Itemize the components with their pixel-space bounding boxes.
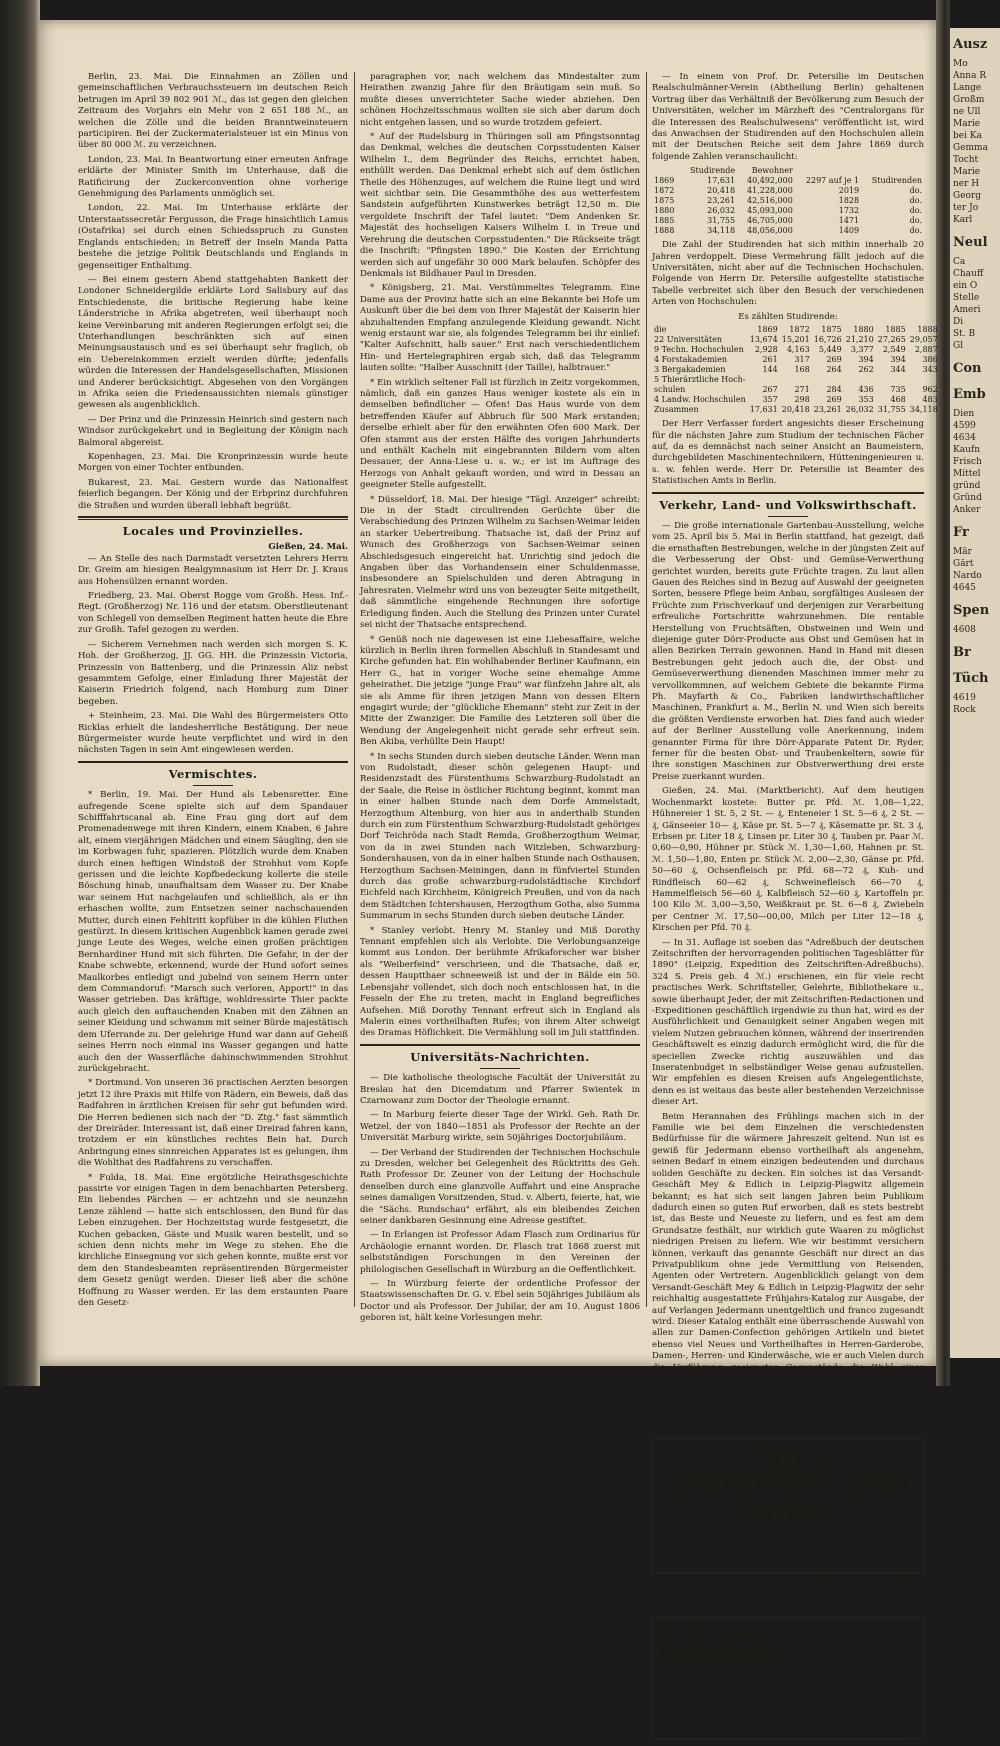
table-cell: schulen: [654, 385, 686, 395]
ad-number: 1525: [902, 1422, 924, 1433]
article: * In sechs Stunden durch sieben deutsche Länder. Wenn man von Rudolstadt, dieser schön gelegenen Haupt- und Residenzstadt des Fürstenthums Schwarzburg-Rudolstadt an der Saale, die Reise in östlicher Richtung beginnt, kommt man in einer halben Stunde nach dem Dorfe Ammelstadt, Herzogthum Altenburg, von hier aus in anderthalb Stunden durch ein zum Fürstenthum Schwarzburg-Rudolstadt gehöriges Dorf Teichröda nach Stadt Remda, Großherzogthum Weimar, von da in zwei Stunden nach Witzleben, Schwarzburg-Sondershausen, von da in einer halben Stunde nach Osthausen, Herzogthum Sachsen-Meiningen, dann in fünfviertel Stunden durch das große schwarzburg-rudolstädtische Kirchdorf Eichfeld nach Kirchheim, Königreich Preußen, und von da nach dem Städtchen Ichtershausen, Herzogthum Gotha, also Summa Summarum in sechs Stunden durch sieben deutsche Länder.: [360, 751, 640, 922]
hochschulen-table: [652, 325, 940, 415]
table-row: [652, 176, 924, 186]
table-cell: 46,705,000: [747, 216, 793, 226]
table-cell: 317: [794, 355, 810, 365]
article: * Berlin, 19. Mai. Der Hund als Lebensretter. Eine aufregende Scene spielte sich auf dem Spandauer Schifffahrtscanal ab. Eine Frau ging dort auf dem Promenadenwege mit ihren Kindern, einem Knaben, 6 Jahre alt, einem vierjährigen Mädchen und einem Säugling, den sie im Korbwagen fuhr, spazieren. Plötzlich wurde dem Knaben durch einen heftigen Windstoß der Strohhut vom Kopfe gerissen und die leichte Kopfbedeckung kollerte die steile Böschung hinab, unaufhaltsam dem Wasser zu. Der Knabe war seinem Hut nachgelaufen und schließlich, als er ihn erhaschen wollte, zum Entsetzen seiner nachschauenden Mutter, durch einen Fehltritt kopfüber in die kühlen Fluthen gestürzt. In diesem kritischen Augenblick kamen gerade zwei junge Leute des Weges, welche einen großen prächtigen Bernhardiner Hund mit sich führten. Die Gefahr, in der der Knabe schwebte, erkennend, wurde der Hund sofort seines Maulkorbes entledigt und jubelnd von seinem Herrn unter dem Commandoruf: "Marsch such verloren, Apport!" in das Wasser getrieben. Das kräftige, wohldressirte Thier packte auch gleich den auftauchenden Knaben mit den Zähnen an seiner Kleidung und schwamm mit seiner Bürde majestätisch dem Uferrande zu. Der gelehrige Hund war dann auf Geheiß seines Herrn noch einmal ins Wasser gegangen und hatte auch den der Wasserfläche dahinschwimmenden Strohhut zurückgebracht.: [78, 790, 348, 1074]
table-cell: 1888: [654, 226, 675, 236]
section-rule: [78, 516, 348, 518]
adjacent-page-fragment: Marie: [953, 167, 981, 177]
table-cell: 735: [890, 385, 906, 395]
table-cell: 1732: [838, 206, 860, 216]
column-rule: [646, 72, 647, 1307]
adjacent-page-fragment: ein O: [953, 281, 978, 291]
article: — Der Verband der Studirenden der Technischen Hochschule zu Dresden, welcher bei Gelegenheit des Rücktritts des Geh. Rath Professor Dr. Zeuner von der Leitung der Hochschule denselben durch eine glanzvolle Auffahrt und eine Ansprache seines damaligen Vorsitzenden, Stud. v. Alberti, feierte, hat, wie die "Sächs. Rundschau" erfährt, als ein bleibendes Zeichen seiner dankbaren Gesinnung eine Adresse gestiftet.: [360, 1147, 640, 1226]
table-row: [652, 186, 924, 196]
adjacent-page-fragment: 4608: [953, 625, 976, 635]
table-cell: 3 Bergakademien: [654, 365, 726, 375]
table-cell: 42,516,000: [747, 196, 793, 206]
table-cell: [748, 375, 780, 385]
table-cell: 261: [762, 355, 778, 365]
article: London, 22. Mai. Im Unterhause erklärte der Unterstaatssecretär Fergusson, die Frage hinsichtlich Lamus (Ostafrika) sei durch einen Schiedsspruch zu Gunsten Englands entschieden; in Betreff der Inseln Manda Patta bestehe die jetzige Politik Deutschlands und Englands in gegenseitiger Enthaltung.: [78, 203, 348, 271]
article: Friedberg, 23. Mai. Oberst Rogge vom Großh. Hess. Inf.-Regt. (Großherzog) Nr. 116 und der etatsm. Oberstlieutenant von Schlegell von demselben Regiment hatten heute die Ehre zur Großh. Tafel gezogen zu werden.: [78, 591, 348, 636]
adjacent-page-fragment: Gl: [953, 341, 964, 351]
section-rule: [193, 785, 233, 786]
adjacent-page-fragment: 4645: [953, 583, 976, 593]
article: * Fulda, 18. Mai. Eine ergötzliche Heirathsgeschichte passirte vor einigen Tagen in dem benachbarten Petersberg. Ein liebendes Pärchen — er achtzehn und sie neunzehn Lenze zählend — hatte sich entschlossen, den Bund für das Leben einzugehen. Der Hochzeitstag wurde festgesetzt, die Kuchen gebacken, Gäste und Musik waren bestellt, und so schien denn nichts mehr im Wege zu stehen. Ehe die kirchliche Einsegnung vor sich gehen konnte, mußte erst vor dem den Standesbeamten repräsentirenden Bürgermeister dem Gesetz genügt werden. Dieser ließ aber die schöne Hoffnung zu Wasser werden. Er las dem erstaunten Paare den Gesetz-: [78, 1172, 348, 1309]
adjacent-page-fragment: Ca: [953, 257, 966, 267]
table-cell: 298: [794, 395, 810, 405]
table-cell: 962: [922, 385, 938, 395]
article: * Königsberg, 21. Mai. Verstümmeltes Telegramm. Eine Dame aus der Provinz hatte sich an eine Bekannte bei Hofe um Auskunft über die bei dem von Ihrer Majestät der Kaiserin hier abzuhaltenden Empfang anzulegende Kleidung gewandt. Nicht wenig erstaunt war sie, als folgendes Telegramm bei ihr einlief: "Kalter Aufschnitt, halb sauer." Erst nach verschiedentlichem Hin- und Hertelegraphiren ergab sich, daß das Telegramm lauten sollte: "Halber Ausschnitt (der Taille), halbtrauer.": [360, 283, 640, 374]
table-cell: Zusammen: [654, 405, 699, 415]
adjacent-page-fragment: 4599: [953, 421, 976, 431]
table-cell: 271: [794, 385, 810, 395]
adjacent-page-fragment: Frisch: [953, 457, 982, 467]
table-cell: 13,674: [749, 335, 778, 345]
table-cell: 269: [826, 355, 842, 365]
adjacent-page-fragment: Gärt: [953, 559, 974, 569]
table-cell: do.: [909, 196, 922, 206]
tabak-ad: [652, 1578, 924, 1612]
table-row: [652, 405, 940, 415]
adjacent-page-fragment: Di: [953, 317, 964, 327]
adjacent-page-fragment: Tocht: [953, 155, 979, 165]
adjacent-page-fragment: Anna R: [953, 71, 987, 81]
adjacent-page-fragment: Mo: [953, 59, 968, 69]
table-cell: [861, 166, 924, 176]
table-cell: 262: [858, 365, 874, 375]
table-cell: 468: [890, 395, 906, 405]
adjacent-page-fragment: Emb: [953, 387, 986, 402]
table-header-row: [652, 166, 924, 176]
article: — Die große internationale Gartenbau-Ausstellung, welche vom 25. April bis 5. Mai in Berlin stattfand, hat gezeigt, daß die ernsthaften Bestrebungen, welche in der jüngsten Zeit auf die Verbesserung der Obst- und Gemüse-Verwerthung gerichtet wurden, bereits gute Früchte tragen. Zu laut allen Gauen des Reiches sind in Bezug auf Auswahl der geeigneten Sorten, bessere Pflege beim Anbau, sorgfältiges Auslesen der Früchte zum Frischverkauf und derjenigen zur Verarbeitung erfreuliche Fortschritte wahrzunehmen. Die rentable Herstellung von Fruchtsäften, Obstweinen und Wein und diejenige guter Dörr-Producte aus Obst und Gemüsen hat in allen Bezirken Terrain gewonnen. Hand in Hand mit diesen Bestrebungen geht jedoch auch die, der Obst- und Gemüseverwerthung dienenden Maschinen immer mehr zu vervollkommnen, auf welchem Gebiete die bekannte Firma Ph. Mayfarth & Co., Fabriken landwirthschaftlicher Maschinen, Frankfurt a. M., Berlin N. und Wien sich bereits die größten Verdienste erworben hat. Dies fand auch wieder auf der Berliner Ausstellung volle Anerkennung, indem genannter Firma für ihre Dörr-Apparate Patent Dr. Ryder, ferner für die besten Obst- und Traubenkeltern, sowie für ihre sonstigen Maschinen zur Obstverwerthung drei erste Preise zuerkannt wurden.: [652, 520, 924, 782]
article: Berlin, 23. Mai. Die Einnahmen an Zöllen und gemeinschaftlichen Verbrauchssteuern im deutschen Reich betrugen im April 39 802 901 ℳ., das ist gegen den gleichen Zeitraum des Vorjahrs ein Mehr von 2 651 188 ℳ., an welchen die Zölle und die beiden Branntweinsteuern participiren. Bei der Zuckermaterialsteuer ist ein Minus von über 80 000 ℳ. zu verzeichnen.: [78, 72, 348, 151]
table-cell: 29,057: [909, 335, 938, 345]
table-cell: 48,056,000: [747, 226, 793, 236]
table-cell: Bewohner: [751, 166, 793, 176]
table-cell: 22 Universitäten: [654, 335, 723, 345]
adjacent-page-fragment: St. B: [953, 329, 976, 339]
adjacent-page-fragment: Neul: [953, 235, 988, 250]
advertorial: Beim Herannahen des Frühlings machen sich in der Familie wie bei dem Einzelnen die verschiedensten Bedürfnisse für die wärmere Jahreszeit geltend. Nun ist es gewiß für Jedermann ebenso vortheilhaft als angenehm, seinen Bedarf in einem einzigen bedeutenden und durchaus soliden Geschäfte zu decken. Ein solches ist das Versandt-Geschäft Mey & Edlich in Leipzig-Plagwitz allgemein bekannt; es hat sich seit langen Jahren beim Publikum dadurch einen so guten Ruf erworben, daß es stets bestrebt ist, das Beste und Neueste zu liefern, und es fest am dem Grundsatze festhält, nur wirklich gute Waaren zu möglichst niedrigen Preisen zu liefern. Wie wir bestimmt versichern können, verkauft das genannte Geschäft nur direct an das Privatpublikum ohne jede Vermittlung von Reisenden, Agenten oder Vertretern. Augenblicklich gelangt von dem Versandt-Geschäft Mey & Edlich in Leipzig-Plagwitz der sehr reichhaltig ausgestattete Frühjahrs-Katalog zur Ausgabe, der auf Verlangen Jedermann unentgeltlich und franco zugesandt wird. Dieser Katalog enthält eine überraschende Auswahl von allen zur Damen-Confection gehörigen Artikeln und bietet ebenso viel Neues und Vortheilhaftes in Herren-Garderobe, Damen-, Herren- und Kinderwäsche, wie er auch Vielen durch die Vorführung geeigneter Gegenstände die Wahl eines passenden Festgeschenkes erleichtern dürfte. Wir können daher Allen, welche an den Einkauf von den anderen Artikel Bedarf haben, nur empfehlen, sich diesen Frühjahrs-Katalog kommen zu lassen.: [652, 1111, 924, 1419]
table-cell: 1880: [654, 206, 675, 216]
article: Die Zahl der Studirenden hat sich mithin innerhalb 20 Jahren verdoppelt. Diese Vermehrung fällt jedoch auf die Universitäten, nicht aber auf die Technischen Hochschulen. Folgende von Herrn Dr. Petersilie aufgestellte statistische Tabelle verbreitet sich über den Besuch der verschiedenen Arten von Hochschulen:: [652, 240, 924, 308]
adjacent-page-fragment: Nardo: [953, 571, 982, 581]
adjacent-page-fragment: Ameri: [953, 305, 981, 315]
table-cell: 40,492,000: [747, 176, 793, 186]
adjacent-page-fragment: Kaufn: [953, 445, 981, 455]
table-cell: 353: [858, 395, 874, 405]
table-cell: 26,032: [845, 405, 874, 415]
table-cell: 20,418: [707, 186, 736, 196]
ad-tagline: empfiehlt sich durch Reinheit, Aroma und Ergiebigkeit als die beste und preiswertheste Marke.: [658, 1529, 800, 1557]
table-cell: do.: [909, 216, 922, 226]
adjacent-page-fragment: Br: [953, 645, 971, 660]
table-cell: [780, 375, 812, 385]
table-cell: [844, 375, 876, 385]
table-row: [652, 395, 940, 405]
adjacent-page-fragment: Stelle: [953, 293, 980, 303]
table-cell: 1872: [789, 325, 810, 335]
ad-headline: Zuntz gebrannter Java Kaffee.: [666, 1441, 910, 1529]
adjacent-page-fragment: Marie: [953, 119, 981, 129]
section-heading: Vermischtes.: [168, 766, 258, 781]
table-cell: 34,118: [909, 405, 938, 415]
table-cell: 1471: [838, 216, 860, 226]
adjacent-page-fragment: Ausz: [953, 37, 988, 52]
table-cell: 4 Landw. Hochschulen: [654, 395, 746, 405]
adjacent-page-fragment: ter Jo: [953, 203, 979, 213]
table-cell: 1869: [757, 325, 778, 335]
table-cell: 9 Techn. Hochschulen: [654, 345, 744, 355]
page-gutter: [936, 0, 950, 1386]
article: * Dortmund. Von unseren 36 practischen Aerzten besorgen jetzt 12 ihre Praxis mit Hilfe von Rädern, ein Beweis, daß das Radfahren in ärztlichen Kreisen für sehr gut befunden wird. Die Herren bedienen sich nach der "D. Ztg." fast sämmtlich der Dreiräder. Interessant ist, daß einer Dreirad fahren kann, trotzdem er ein künstliches rechtes Bein hat. Durch Anbringung eines sinnreichen Apparates ist es gelungen, ihm die Wohlthat des Radfahrens zu verschaffen.: [78, 1078, 348, 1169]
table-row: [652, 385, 940, 395]
market-report: Gießen, 24. Mai. (Marktbericht). Auf dem heutigen Wochenmarkt kostete: Butter pr. Pfd. ℳ. 1,08—1,22, Hühnereier 1 St. 5, 2 St. — ₰, Enteneier 1 St. 5—6 ₰, 2 St. — ₰, Gänseeier 10— ₰, Käse pr. St. 5—7 ₰, Käsematte pr. St. 3 ₰, Erbsen pr. Liter 18 ₰, Linsen pr. Liter 30 ₰, Tauben pr. Paar ℳ. 0,60—0,90, Hühner pr. Stück ℳ. 1,30—1,60, Hahnen pr. St. ℳ. 1,50—1,80, Enten pr. Stück ℳ. 2,00—2,30, Gänse pr. Pfd. 50—60 ₰, Ochsenfleisch pr. Pfd. 68—72 ₰, Kuh- und Rindfleisch 60—62 ₰, Schweinefleisch 66—70 ₰, Hammelfleisch 56—60 ₰, Kalbfleisch 52—60 ₰, Kartoffeln pr. 100 Kilo ℳ. 3,00—3,50, Weißkraut pr. St. 6—8 ₰, Zwiebeln per Centner ℳ. 17,50—00,00, Milch per Liter 12—18 ₰, Kirschen per Pfd. 70 ₰.: [652, 786, 924, 934]
ad-text: prämiirt mit der goldenen Medaille, unerreicht i. Nährwerth und Leichtverdaulichkeit, ist nach Vorschrift der Aerzte unentbehrlich für Kinder aller Mütter, die mit den Muttermilch thatsächlich die beste und zuträglichste Nahrung für Säuglinge. Zu haben à ℳ. 1.20 pro Büchse in allen Apotheken, Drogen- und Colonialwaarenhandlungen.: [658, 1653, 918, 1733]
article: — Die katholische theologische Facultät der Universität zu Breslau hat den Dicemdatum und Pfarrer Swientek in Czarnowanz zum Doctor der Theologie ernannt.: [360, 1073, 640, 1106]
ad-headline: Rademanns Kindermehl,: [658, 1621, 791, 1666]
article: * Auf der Rudelsburg in Thüringen soll am Pfingstsonntag das Denkmal, welches die deutschen Corpsstudenten Kaiser Wilhelm I., dem Begründer des Reichs, errichtet haben, enthüllt werden. Das Denkmal erhebt sich auf dem östlichen Theile des Höhenzuges, auf welchem die Ruine liegt und wird weit sichtbar sein. Die Gesammthöhe des aus wetterfestem Sandstein aufgeführten Kunstwerkes beträgt 12,50 m. Die vergoldete Inschrift der Tafel lautet: "Dem Andenken Sr. Majestät des hochseligen Kaisers Wilhelm I. in Treue und Verehrung die deutschen Corpsstudenten." Die Rückseite trägt die Inschrift: "Pfingsten 1890." Die Kosten der Errichtung werden sich auf ungefähr 30 000 Mark belaufen. Schöpfer des Denkmals ist Bildhauer Paul in Dresden.: [360, 132, 640, 279]
ad-number: [7: [909, 1734, 918, 1745]
table-cell: 1885: [654, 216, 675, 226]
adjacent-page-fragment: Chauff: [953, 269, 984, 279]
table-row: [652, 355, 940, 365]
table-cell: 1828: [838, 196, 860, 206]
article: — In 31. Auflage ist soeben das "Adreßbuch der deutschen Zeitschriften der hervorragenden politischen Tagesblätter für 1890" (Leipzig, Expedition des Zeitschriften-Adreßbuchs). 324 S. Preis geb. 4 ℳ.) erschienen, ein für viele recht practisches Werk. Schriftsteller, Gelehrte, Bibliothekare u., sowie überhaupt Jeder, der mit Zeitschriften-Redactionen und -Expeditionen geschäftlich irgendwie zu thun hat, wird es der Ausführlichkeit und Genauigkeit seiner Angaben wegen mit vielem Nutzen gebrauchen können, während der inserirenden Geschäftswelt es einzig dadurch ermöglicht wird, die für die speciellen Zwecke richtig auszuwählen und das Inseratenbudget in selbständiger Weise genau aufzustellen. Wir empfehlen es diesen Kreisen aufs Angelegentlichste, denn es ist weitaus das beste aller bestehenden Verzeichnisse dieser Art.: [652, 937, 924, 1108]
adjacent-page-fragment: Tüch: [953, 671, 989, 686]
zuntz-coffee-ad: [652, 1438, 924, 1574]
rademann-ad: [652, 1617, 924, 1745]
table-cell: 21,210: [845, 335, 874, 345]
adjacent-page-fragment: Mittel: [953, 469, 981, 479]
adjacent-page-fragment: Karl: [953, 215, 973, 225]
section-heading: Universitäts-Nachrichten.: [410, 1049, 590, 1064]
table-cell: 5,449: [818, 345, 842, 355]
adjacent-page-fragment: Gemma: [953, 143, 988, 153]
table-cell: 394: [890, 355, 906, 365]
adjacent-page-fragment: Rock: [953, 705, 976, 715]
column-rule: [354, 72, 355, 1307]
adjacent-page-fragment: Spen: [953, 603, 990, 618]
students-table: [652, 166, 924, 236]
table-cell: 3,377: [850, 345, 874, 355]
table-row: [652, 216, 924, 226]
table-cell: 264: [826, 365, 842, 375]
table-cell: 483: [922, 395, 938, 405]
adjacent-page-fragment: 4634: [953, 433, 976, 443]
table-row: [652, 206, 924, 216]
table-cell: 26,032: [707, 206, 736, 216]
table-cell: 344: [890, 365, 906, 375]
adjacent-page-fragment: ne Ull: [953, 107, 981, 117]
adjacent-page-fragment: Gründ: [953, 493, 982, 503]
table-cell: 17,631: [707, 176, 736, 186]
table-cell: Studirende: [690, 166, 736, 176]
table-cell: do.: [909, 206, 922, 216]
section-rule: [652, 492, 924, 494]
table-cell: 394: [858, 355, 874, 365]
table-cell: 168: [794, 365, 810, 375]
ad-number: 853: [902, 1559, 918, 1569]
table-cell: 1875: [821, 325, 842, 335]
adjacent-page-fragment: Fr: [953, 525, 969, 540]
article: Kopenhagen, 23. Mai. Die Kronprinzessin wurde heute Morgen von einer Tochter entbunden.: [78, 452, 348, 474]
table-cell: 267: [762, 385, 778, 395]
table-cell: 1869: [654, 176, 675, 186]
section-rule: [78, 519, 348, 520]
article: * Düsseldorf, 18. Mai. Der hiesige "Tägl. Anzeiger" schreibt: Die in der Stadt circulirenden Gerüchte über die Verabschiedung des Prinzen Wilhelm zu Sachsen-Weimar leiden an starker Uebertreibung. Thatsache ist, daß der Prinz auf Wunsch des Großherzogs von Sachsen-Weimar seinen Abschiedsgesuch eingereicht hat. Unrichtig sind jedoch die Angaben über das Vorhandensein einer Schuldenmasse, insbesondere an Spielschulden und deren Abtragung in Jahresraten. Vielmehr wird uns von bezeugter Seite mitgetheilt, daß sämmtliche eingehende Rechnungen ihre sofortige Erledigung finden. Auch die Stellung des Prinzen unter Curatel sei nicht der Thatsache entsprechend.: [360, 494, 640, 631]
table-cell: 31,755: [877, 405, 906, 415]
table-cell: 357: [762, 395, 778, 405]
article: — Bei einem gestern Abend stattgehabten Bankett der Londoner Schneidergilde erklärte Lord Salisbury auf das Entschiedenste, die britische Regierung habe keine Länderstriche in Afrika abgetreten, weil überhaupt noch keine Vereinbarung mit anderen Regierungen erfolgt sei; die Unterhandlungen beschränkten sich auf einen Meinungsaustausch und es sei überhaupt sehr fraglich, ob ein Uebereinkommen erzielt werden dürfte; jedenfalls würden die Interessen der Handelsgesellschaften, Missionen und Anderer berücksichtigt. Abgesehen von den Vorgängen in Afrika seien die Friedensaussichten niemals günstiger gewesen als augenblicklich.: [78, 274, 348, 411]
table-row: [652, 226, 924, 236]
table-cell: 1875: [654, 196, 675, 206]
table-cell: 41,228,000: [747, 186, 793, 196]
table-cell: 2,928: [754, 345, 778, 355]
table-row: [652, 345, 940, 355]
table-cell: 15,201: [781, 335, 810, 345]
table-cell: 20,418: [781, 405, 810, 415]
table-cell: 16,726: [813, 335, 842, 345]
table-cell: 2,549: [882, 345, 906, 355]
table-cell: do.: [909, 186, 922, 196]
article: London, 23. Mai. In Beantwortung einer erneuten Anfrage erklärte der Minister Smith im Unterhause, daß die Ratificirung der Zuckerconvention ohne vorherige Genehmigung des Parlaments unmöglich sei.: [78, 154, 348, 200]
table-cell: [876, 375, 908, 385]
ad-dealer: Zu haben bei J. M. Schulhof.: [723, 1559, 838, 1569]
article: paragraphen vor, nach welchem das Mindestalter zum Heirathen zwanzig Jahre für den Bräutigam sein muß. So mußte dieses unverrichteter Sache wieder abziehen. Den schönen Hochzeitsschmaus wollten sie sich aber darum doch nicht entgehen lassen, und so wurde trotzdem gefeiert.: [360, 72, 640, 128]
table-header-row: [652, 325, 940, 335]
article: — In Erlangen ist Professor Adam Flasch zum Ordinarius für Archäologie ernannt worden. Dr. Flasch trat 1868 zuerst mit selbstständigen Forschungen in den Vereinen der philologischen Gesellschaft in Würzburg an die Oeffentlichkeit.: [360, 1230, 640, 1275]
adjacent-page-fragment: Georg: [953, 191, 981, 201]
table-cell: 1885: [885, 325, 906, 335]
column-1: [78, 72, 348, 1312]
table-cell: 1872: [654, 186, 675, 196]
table-cell: [812, 375, 844, 385]
column-2: [360, 72, 640, 1324]
section-heading: Locales und Provinzielles.: [122, 524, 304, 539]
table-cell: 436: [858, 385, 874, 395]
table-cell: 284: [826, 385, 842, 395]
table-cell: 343: [922, 365, 938, 375]
table-cell: Studirenden: [871, 176, 922, 186]
article: * Ein wirklich seltener Fall ist fürzlich in Zeitz vorgekommen, nämlich, daß ein ganzes Haus weniger kostete als ein in demselben befindlicher — Ofen! Das Haus wurde von dem betreffenden Käufer auf Abbruch für 500 Mark erstanden; derselbe erhielt aber für den erwähnten Ofen 600 Mark. Der Ofen stammt aus der ersten Hälfte des vorigen Jahrhunderts und enthält Kacheln mit eingebrannten Bildern vom alten Dessauer, der Anna-Liese u. s. w.; er ist im Auftrage des Herzogs von Anhalt gekauft worden, und wird in Dessau an geeigneter Stelle aufgestellt.: [360, 377, 640, 491]
ad-location: Kais. u. Königl. Hoff. Bonn. Berlin.: [815, 1538, 918, 1557]
table-cell: 31,755: [707, 216, 736, 226]
table-cell: 269: [826, 395, 842, 405]
article: — Der Prinz und die Prinzessin Heinrich sind gestern nach Windsor zurückgekehrt und in Begleitung der Königin nach Balmoral abgereist.: [78, 414, 348, 448]
article: * Stanley verlobt. Henry M. Stanley und Miß Dorothy Tennant empfehlen sich als Verlobte. Die Verlobungsanzeige kommt aus London. Der berühmte Afrikaforscher war bisher als "Weiberfeind" verschrieen, und die Thatsache, daß er, dessen Hauptthaer schneeweiß ist und der in Bälde ein 50. Lebensjahr vollendet, sich doch noch entschlossen hat, in die Fesseln der Ehe zu treten, macht in England begreifliches Aufsehen. Miß Dorothy Tennant erfreut sich in England als Malerin eines vortheilhaften Rufes; von ihrem Alter schweigt des Dramas Höflichkeit. Die Vermählung soll im Juli stattfinden.: [360, 925, 640, 1039]
section-rule: [78, 761, 348, 763]
ad-text: Jeder Versuch bringt dauernde Abnehmer des Holländ. Tabaks, 10 Pfd. fco. 8 Mk. nur bei B. Becker in Seesen a. Harz.: [652, 1578, 924, 1612]
table-cell: 27,265: [877, 335, 906, 345]
adjacent-page-fragment: ner H: [953, 179, 980, 189]
table-cell: 386: [922, 355, 938, 365]
table-title: Es zählten Studirende:: [738, 311, 838, 322]
table-cell: 144: [762, 365, 778, 375]
article: Bukarest, 23. Mai. Gestern wurde das Nationalfest feierlich begangen. Der König und der Erbprinz durchfuhren die Straßen und wurden überall lebhaft begrüßt.: [78, 477, 348, 511]
section-rule: [480, 1068, 520, 1069]
table-cell: [795, 166, 861, 176]
table-cell: 45,093,000: [747, 206, 793, 216]
table-row: [652, 375, 940, 385]
book-spine: [0, 0, 40, 1386]
adjacent-page-fragment: Anker: [953, 505, 981, 515]
adjacent-page-fragment: gründ: [953, 481, 981, 491]
adjacent-page-fragment: Dien: [953, 409, 975, 419]
dateline: Gießen, 24. Mai.: [268, 542, 348, 553]
table-cell: 1409: [838, 226, 860, 236]
table-row: [652, 196, 924, 206]
adjacent-page-fragment: Mär: [953, 547, 972, 557]
ad-firm: A. Zuntz sel. Ww.: [846, 1529, 918, 1539]
table-row: [652, 335, 940, 345]
table-cell: do.: [909, 226, 922, 236]
table-cell: 4 Forstakademien: [654, 355, 727, 365]
table-cell: [652, 166, 680, 176]
table-cell: 23,261: [813, 405, 842, 415]
table-cell: 2019: [838, 186, 860, 196]
adjacent-page-fragment: Con: [953, 361, 982, 376]
table-cell: die: [654, 325, 667, 335]
article: — In einem von Prof. Dr. Petersilie im Deutschen Realschulmänner-Verein (Abtheilung Berlin) gehaltenen Vortrag über das Verhältniß der Bevölkerung zum Besuch der Universitäten, welcher im Märzheft des "Centralorgans für die Interessen des Realschulwesens" veröffentlicht ist, wird das Anwachsen der Studirenden auf den Hochschulen allein mit der Deutschen Reiche seit dem Jahre 1869 durch folgende Zahlen veranschaulicht:: [652, 72, 924, 162]
table-cell: 4,163: [786, 345, 810, 355]
adjacent-page-strip: [950, 28, 1000, 1358]
article: — In Marburg feierte dieser Tage der Wirkl. Geh. Rath Dr. Wetzel, der von 1840—1851 als Professor der Rechte an der Universität Marburg wirkte, sein 50jähriges Doctorjubiläum.: [360, 1110, 640, 1144]
section-heading: Verkehr, Land- und Volkswirthschaft.: [659, 497, 917, 512]
article: — In Würzburg feierte der ordentliche Professor der Staatswissenschaften Dr. G. v. Ebel sein 50jähriges Jubiläum als Doctor und als Professor. Der Jubilar, der am 10. August 1806 geboren ist, hält keine Vorlesungen mehr.: [360, 1279, 640, 1324]
table-cell: 17,631: [749, 405, 778, 415]
table-row: [652, 365, 940, 375]
section-rule: [360, 1044, 640, 1046]
adjacent-page-fragment: Lange: [953, 83, 982, 93]
table-cell: 2297 auf je 1: [805, 176, 860, 186]
adjacent-page-fragment: Großm: [953, 95, 985, 105]
table-cell: 2,887: [914, 345, 938, 355]
table-cell: 5 Thierärztliche Hoch-: [654, 375, 746, 385]
table-cell: [908, 375, 940, 385]
article: — An Stelle des nach Darmstadt versetzten Lehrers Herrn Dr. Greim am hiesigen Realgymnasium ist Herr Dr. J. Kraus aus Hohensülzen ernannt worden.: [78, 553, 348, 587]
table-cell: 34,118: [707, 226, 736, 236]
ad-number: [154: [901, 1601, 924, 1612]
table-cell: 1880: [853, 325, 874, 335]
article: Der Herr Verfasser fordert angesichts dieser Erscheinung für die nächsten Jahre zum Studium der technischen Fächer auf, da es demnächst nach seiner Ansicht an Baumeistern, durchgebildeten Maschinentechnikern, Hütteningenieuren u. s. w. fehlen werde. Herr Dr. Petersilie ist Beamter des Statistischen Amts in Berlin.: [652, 419, 924, 487]
article: — Sicherem Vernehmen nach werden sich morgen S. K. Hoh. der Großherzog, JJ. GG. HH. die Prinzessin Victoria, Prinzessin von Battenberg, und die Prinzessin Aliz nebst gesammtem Gefolge, einer Einladung Ihrer Majestät der Kaiserin Friedrich folgend, nach Homburg zum Diner begeben.: [78, 639, 348, 707]
column-3: [652, 72, 938, 1745]
table-cell: 23,261: [707, 196, 736, 206]
article: * Genüß noch nie dagewesen ist eine Liebesaffaire, welche kürzlich in Berlin ihren formellen Abschluß in Standesamt und Kirche gefunden hat. Ein wohlhabender Berliner Kaufmann, ein Herr G., hat in voriger Woche seine ehemalige Amme geheirathet. Die jetzige "junge Frau" war fünfzehn Jahre alt, als sie als Amme für ihren jetzigen Mann von dessen Eltern engagirt wurde; der "glückliche Ehemann" steht zur Zeit in der Mitte der Zwanziger. Die Familie des Letzteren soll über die Wendung der Angelegenheit nicht gerade sehr erfreut sein. Ben Akiba, verhüllte Dein Haupt!: [360, 634, 640, 748]
adjacent-page-fragment: bei Ka: [953, 131, 982, 141]
table-cell: 1888: [917, 325, 938, 335]
section-rule: [768, 516, 808, 517]
article: + Steinheim, 23. Mai. Die Wahl des Bürgermeisters Otto Ricklas erhielt die landesherrliche Bestätigung. Der neue Bürgermeister wurde heute verpflichtet und wird in den nächsten Tagen in sein Amt eingewiesen werden.: [78, 711, 348, 756]
adjacent-page-fragment: 4619: [953, 693, 976, 703]
